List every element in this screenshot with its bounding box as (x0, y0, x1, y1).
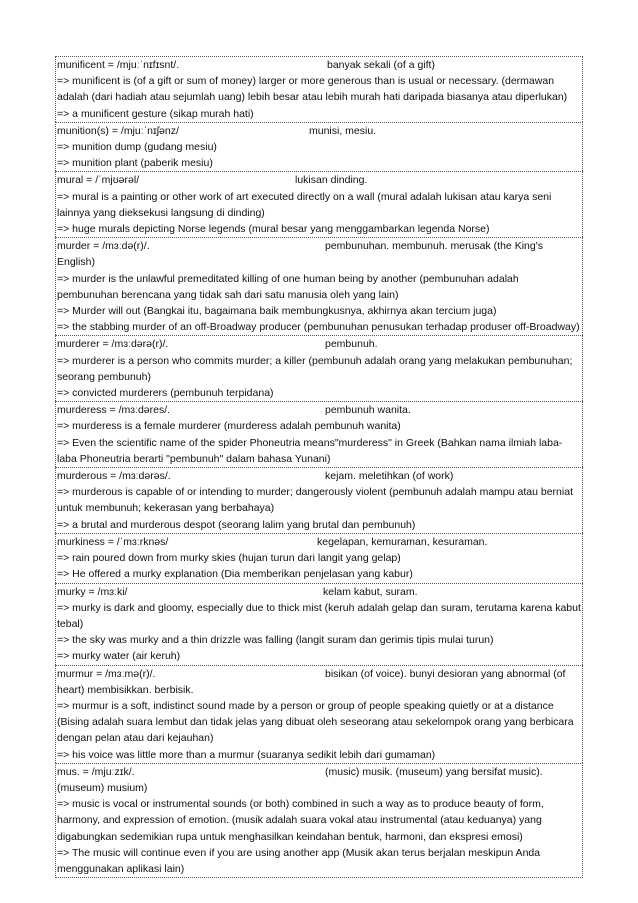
entry-heading (57, 238, 581, 270)
headword: murkiness = /ˈmɜːrknəs/ (57, 535, 169, 548)
translation: kejam. meletihkan (of work) (325, 470, 454, 483)
headword: murderess = /mɜːdəres/. (57, 404, 171, 417)
example-line: => rain poured down from murky skies (hujan turun dari langit yang gelap) (57, 552, 401, 565)
translation: lukisan dinding. (295, 174, 368, 187)
entry-heading (57, 468, 581, 484)
translation: pembunuh wanita. (325, 404, 411, 417)
dictionary-entry (55, 335, 583, 401)
headword: murder = /mɜːdə(r)/. (57, 240, 150, 253)
dictionary-entry (55, 583, 583, 665)
headword: murderer = /mɜːdərə(r)/. (57, 338, 169, 351)
entry-heading (57, 584, 581, 600)
entry-heading (57, 57, 581, 73)
dictionary-entry (55, 533, 583, 583)
translation: kelam kabut, suram. (323, 585, 418, 598)
translation: banyak sekali (of a gift) (327, 59, 435, 71)
headword: munificent = /mjuːˈnɪfɪsnt/. (57, 59, 180, 71)
translation: kegelapan, kemuraman, kesuraman. (317, 535, 488, 548)
example-line: => the sky was murky and a thin drizzle was falling (langit suram dan gerimis tipis mulai turun) (57, 634, 494, 647)
translation: pembunuh. (325, 338, 378, 351)
example-line: => a brutal and murderous despot (seorang lalim yang brutal dan pembunuh) (57, 518, 416, 531)
dictionary-entry (55, 665, 583, 763)
dictionary-entry (55, 122, 583, 172)
example-line: => Even the scientific name of the spider Phoneutria means"murderess" in Greek (Bahkan nama ilmiah laba-laba Phoneutria berarti "pembunuh" dalam bahasa Yunani) (57, 436, 563, 465)
example-line: => murderess is a female murderer (murderess adalah pembunuh wanita) (57, 420, 401, 433)
example-line: => his voice was little more than a murmur (suaranya sedikit lebih dari gumaman) (57, 748, 436, 761)
entry-heading (57, 123, 581, 139)
example-line: => murder is the unlawful premeditated killing of one human being by another (pembunuhan adalah pembunuhan berencana yang tidak sah dari satu manusia oleh yang lain) (57, 272, 519, 301)
headword: murky = /mɜːki/ (57, 585, 128, 598)
dictionary-entry (55, 467, 583, 533)
dictionary-entry (55, 171, 583, 237)
example-line: => murmur is a soft, indistinct sound made by a person or group of people speaking quietly or at a distance (Bising adalah suara lembut dan tidak jelas yang dibuat oleh seseorang atau sekelompok orang yang berbicara dengan pelan atau dari kejauhan) (57, 699, 574, 745)
example-line: => munition dump (gudang mesiu) (57, 141, 217, 154)
example-line: => murderous is capable of or intending to murder; dangerously violent (pembunuh adalah mampu atau berniat untuk membunuh; kekerasan yang berbahaya) (57, 486, 573, 515)
example-line: => murky water (air keruh) (57, 650, 181, 663)
example-line: => He offered a murky explanation (Dia memberikan penjelasan yang kabur) (57, 568, 413, 581)
translation: pembunuhan. membunuh. merusak (the King's English) (57, 240, 543, 269)
example-line: => murky is dark and gloomy, especially due to thick mist (keruh adalah gelap dan suram, terutama karena kabut tebal) (57, 601, 581, 630)
entry-heading (57, 764, 581, 796)
dictionary-entry (55, 401, 583, 467)
entry-heading (57, 172, 581, 188)
dictionary-entries (55, 56, 583, 878)
entry-heading (57, 534, 581, 550)
dictionary-entry (55, 56, 583, 122)
example-line: => Murder will out (Bangkai itu, bagaimana baik membungkusnya, akhirnya akan tercium juga) (57, 305, 497, 318)
entry-heading (57, 402, 581, 418)
translation: (music) musik. (museum) yang bersifat music). (museum) musium) (57, 765, 543, 794)
translation: bisikan (of voice). bunyi desioran yang abnormal (of heart) membisikkan. berbisik. (57, 667, 566, 696)
headword: murderous = /mɜːdərəs/. (57, 470, 171, 483)
translation: munisi, mesiu. (309, 124, 377, 137)
headword: munition(s) = /mjuːˈnɪʃənz/ (57, 124, 179, 137)
headword: mural = /ˈmjʊərəl/ (57, 174, 140, 187)
example-line: => convicted murderers (pembunuh terpidana) (57, 387, 274, 400)
example-line: => munificent is (of a gift or sum of money) larger or more generous than is usual or necessary. (dermawan adalah (dari hadiah atau sejumlah uang) lebih besar atau lebih murah hati daripada biasanya atau diperlukan) (57, 75, 568, 104)
example-line: => munition plant (paberik mesiu) (57, 157, 213, 170)
headword: murmur = /mɜːmə(r)/. (57, 667, 156, 680)
entry-heading (57, 336, 581, 352)
headword: mus. = /mjuːzɪk/. (57, 765, 135, 778)
example-line: => mural is a painting or other work of art executed directly on a wall (mural adalah lukisan atau karya seni lainnya yang dieksekusi langsung di dinding) (57, 190, 552, 219)
entry-heading (57, 666, 581, 698)
dictionary-entry (55, 763, 583, 878)
example-line: => huge murals depicting Norse legends (mural besar yang menggambarkan legenda Norse) (57, 223, 490, 236)
dictionary-entry (55, 237, 583, 335)
example-line: => music is vocal or instrumental sounds (or both) combined in such a way as to produce beauty of form, harmony, and expression of emotion. (musik adalah suara vokal atau instrumental (atau keduanya) yang digabungkan sedemikian rupa untuk menghasilkan keindahan bentuk, harmoni, dan ekspresi emosi) (57, 798, 544, 843)
example-line: => a munificent gesture (sikap murah hati) (57, 107, 254, 120)
example-line: => murderer is a person who commits murder; a killer (pembunuh adalah orang yang melakukan pembunuhan; seorang pembunuh) (57, 354, 573, 383)
example-line: => The music will continue even if you are using another app (Musik akan terus berjalan meskipun Anda menggunakan aplikasi lain) (57, 846, 541, 875)
example-line: => the stabbing murder of an off-Broadway producer (pembunuhan penusukan terhadap produser off-Broadway) (57, 321, 580, 334)
